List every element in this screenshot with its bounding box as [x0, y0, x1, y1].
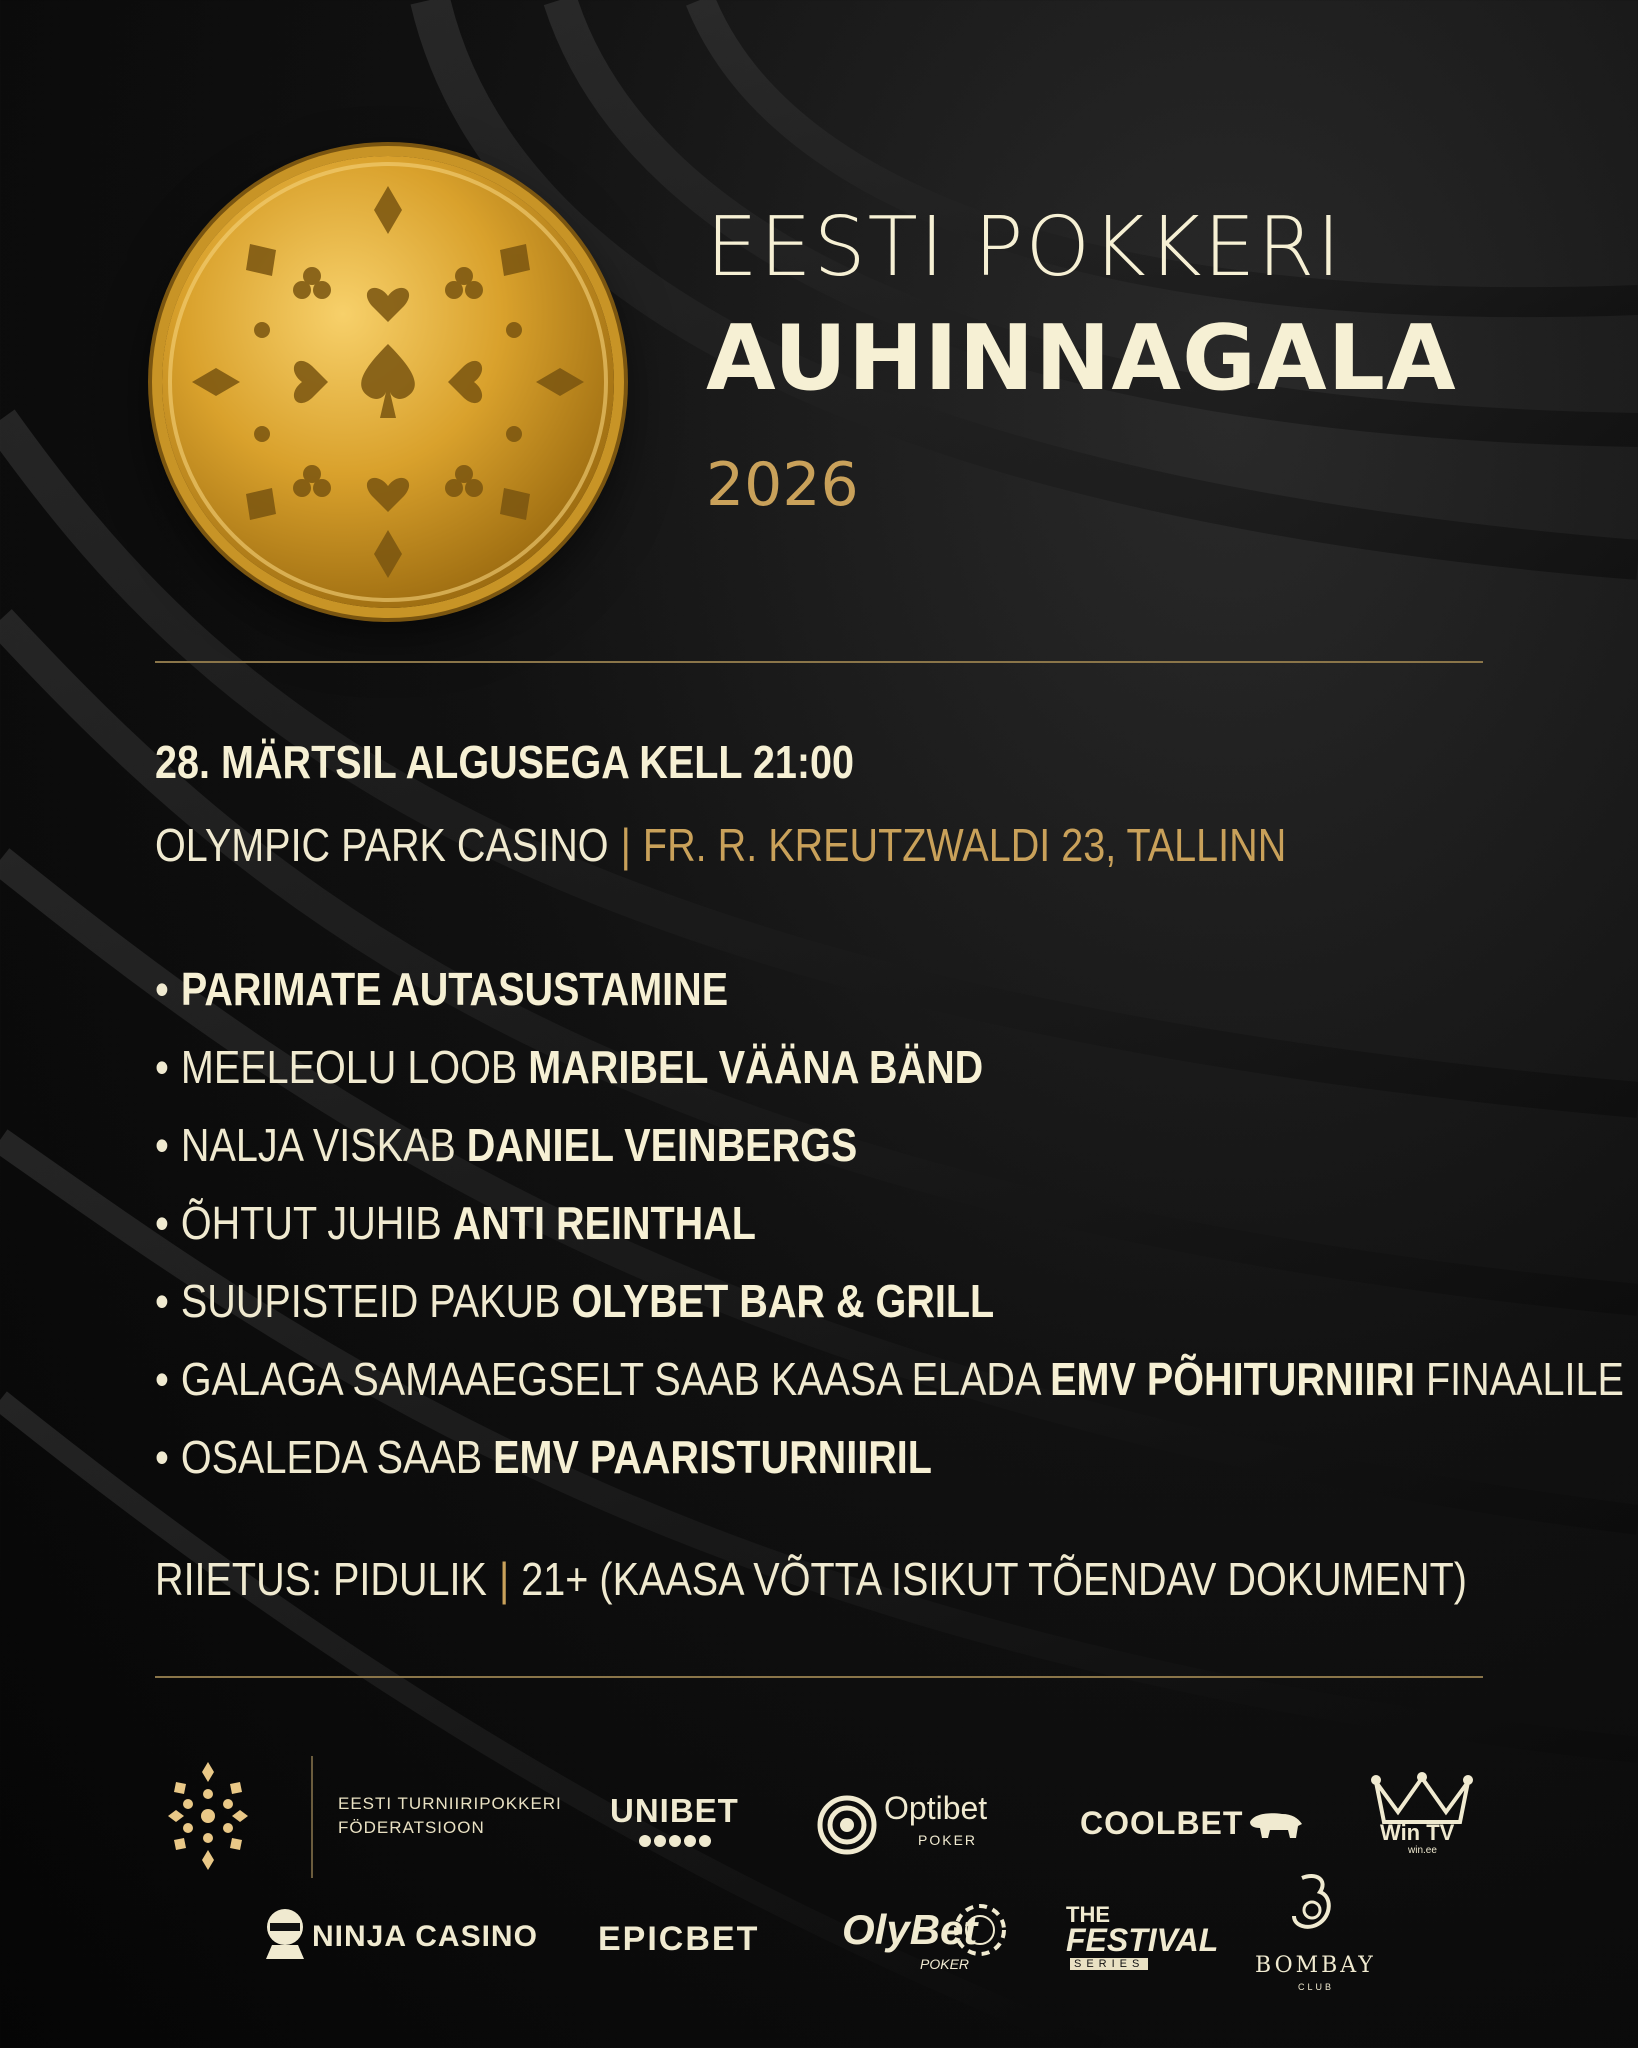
bombay-b-icon — [1286, 1870, 1336, 1936]
suits-snowflake-icon — [162, 1754, 254, 1878]
bombay-logo: BOMBAY — [1255, 1953, 1376, 1978]
ninja-casino-logo: NINJA CASINO — [312, 1920, 538, 1953]
program-item — [155, 960, 1624, 1038]
program-item-highlight: MARIBEL VÄÄNA BÄND — [528, 1041, 984, 1093]
crown-icon — [1368, 1772, 1476, 1824]
venue-address: FR. R. KREUTZWALDI 23, TALLINN — [642, 819, 1287, 871]
program-item-highlight: OLYBET BAR & GRILL — [571, 1275, 995, 1327]
wintv-logo: Win TV — [1380, 1820, 1455, 1845]
program-item — [155, 1038, 1624, 1116]
dress-code — [155, 1552, 1467, 1606]
event-title-line1: EESTI POKKERI — [706, 200, 1343, 295]
bullet: • — [155, 1353, 169, 1405]
event-datetime: 28. MÄRTSIL ALGUSEGA KELL 21:00 — [155, 736, 855, 788]
venue-separator: | — [620, 819, 631, 871]
olybet-sub: POKER — [920, 1956, 970, 1972]
festival-series: SERIES — [1070, 1958, 1148, 1970]
program-item — [155, 1428, 1624, 1506]
program-item-highlight: DANIEL VEINBERGS — [466, 1119, 858, 1171]
etpf-line2: FÖDERATSIOON — [338, 1818, 485, 1837]
epicbet-logo: EPICBET — [598, 1920, 760, 1958]
etpf-line1: EESTI TURNIIRIPOKKERI — [338, 1794, 562, 1813]
optibet-logo: Optibet — [884, 1790, 988, 1826]
coolbet-logo: COOLBET — [1080, 1805, 1244, 1841]
bullet: • — [155, 1275, 169, 1327]
bombay-sub: CLUB — [1298, 1982, 1335, 1992]
event-title-line2: AUHINNAGALA — [706, 306, 1457, 411]
program-item — [155, 1350, 1624, 1428]
age-requirement: 21+ (KAASA VÕTTA ISIKUT TÕENDAV DOKUMENT) — [521, 1553, 1467, 1605]
program-item — [155, 1272, 1624, 1350]
unibet-dots-icon — [639, 1834, 714, 1852]
bullet: • — [155, 1041, 169, 1093]
bullet: • — [155, 963, 169, 1015]
program-item-highlight: EMV PÕHITURNIIRI — [1050, 1353, 1416, 1405]
program-item-text: NALJA VISKAB — [180, 1119, 467, 1171]
festival-the: THE — [1066, 1902, 1110, 1927]
program-item-text: SUUPISTEID PAKUB — [180, 1275, 572, 1327]
program-item-suffix: FINAALILE — [1415, 1353, 1624, 1405]
bullet: • — [155, 1119, 169, 1171]
venue-name: OLYMPIC PARK CASINO — [155, 819, 609, 871]
sponsor-divider — [311, 1756, 313, 1878]
bullet: • — [155, 1431, 169, 1483]
ninja-icon — [260, 1905, 310, 1961]
program-item-highlight: ANTI REINTHAL — [452, 1197, 756, 1249]
program-item-highlight: EMV PAARISTURNIIRIL — [493, 1431, 932, 1483]
program-item-text: OSALEDA SAAB — [180, 1431, 494, 1483]
program-item-highlight: PARIMATE AUTASUSTAMINE — [180, 963, 729, 1015]
dress-separator: | — [498, 1553, 510, 1605]
program-item — [155, 1116, 1624, 1194]
event-venue — [155, 818, 1286, 872]
optibet-sub: POKER — [918, 1832, 978, 1848]
polar-bear-icon — [1248, 1808, 1304, 1840]
bullet: • — [155, 1197, 169, 1249]
dress-code-text: RIIETUS: PIDULIK — [155, 1553, 487, 1605]
wintv-sub: win.ee — [1408, 1845, 1437, 1856]
program-item-text: ÕHTUT JUHIB — [180, 1197, 453, 1249]
gold-card-suits-medallion-icon — [162, 156, 614, 608]
program-item-text: MEELEOLU LOOB — [180, 1041, 529, 1093]
olybet-logo: OlyBet — [842, 1906, 978, 1953]
optibet-circles-icon — [816, 1794, 878, 1856]
unibet-logo: UNIBET — [610, 1792, 739, 1829]
program-list — [155, 960, 1638, 1506]
etpf-logo-text — [338, 1792, 562, 1840]
event-year: 2026 — [706, 450, 859, 520]
program-item-text: GALAGA SAMAAEGSELT SAAB KAASA ELADA — [180, 1353, 1051, 1405]
program-item — [155, 1194, 1624, 1272]
bottom-divider — [155, 1676, 1483, 1678]
top-divider — [155, 661, 1483, 663]
festival-logo: FESTIVAL — [1066, 1922, 1219, 1958]
